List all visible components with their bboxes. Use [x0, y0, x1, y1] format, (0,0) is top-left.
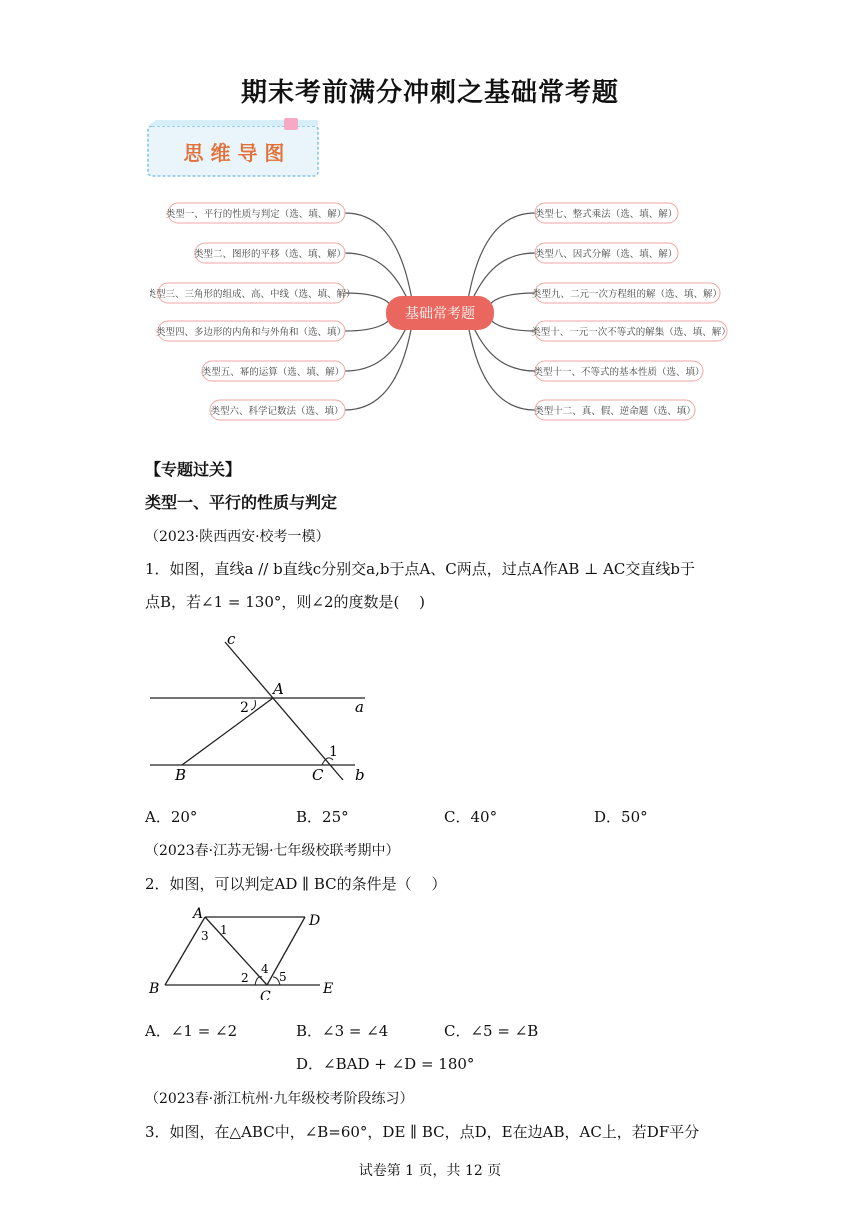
q3-source: （2023春·浙江杭州·九年级校考阶段练习） [145, 1091, 414, 1107]
q1-text-line1: 1．如图，直线a // b直线c分别交a,b于点A、C两点，过点A作AB ⊥ AC交直线b于 [145, 560, 696, 578]
label-1: 1 [329, 744, 338, 760]
mind-map-node: 类型十一、不等式的基本性质（选、填） [533, 367, 705, 378]
mind-map-node: 类型二、图形的平移（选、填、解） [193, 249, 347, 260]
label-D: D [309, 913, 321, 929]
label-E: E [323, 981, 334, 997]
mind-map-badge-label: 思 维 导 图 [183, 141, 285, 165]
q2-option-c[interactable]: C．∠5 = ∠B [444, 1022, 539, 1040]
type1-heading: 类型一、平行的性质与判定 [145, 493, 338, 512]
q1-source: （2023·陕西西安·校考一模） [145, 529, 330, 545]
section-heading: 【专题过关】 [145, 460, 242, 479]
label-A: A [193, 906, 204, 922]
page-title: 期末考前满分冲刺之基础常考题 [240, 78, 619, 108]
q2-text-line1: 2．如图，可以判定AD ∥ BC的条件是（ ） [145, 875, 447, 893]
label-B: B [149, 981, 160, 997]
mind-map-right-nodes [531, 203, 731, 420]
segment-ab [165, 917, 205, 985]
label-C: C [312, 766, 324, 784]
label-C: C [260, 989, 271, 1000]
mind-map-center [386, 296, 494, 330]
q1-option-a[interactable]: A．20° [145, 808, 198, 826]
q1-option-c[interactable]: C．40° [444, 808, 498, 826]
mind-map-node: 类型十、一元一次不等式的解集（选、填、解） [531, 327, 731, 338]
mind-map-badge [146, 118, 326, 184]
mind-map-node: 类型七、整式乘法（选、填、解） [534, 209, 678, 220]
q1-option-d[interactable]: D．50° [594, 808, 648, 826]
mind-map-node: 类型四、多边形的内角和与外角和（选、填） [155, 327, 347, 338]
label-5: 5 [279, 970, 287, 984]
segment-ab [182, 698, 273, 765]
label-c: c [227, 630, 236, 648]
mind-map-node: 类型九、二元一次方程组的解（选、填、解） [531, 289, 723, 300]
q1-figure [145, 630, 385, 789]
label-b: b [355, 766, 365, 784]
label-a: a [355, 698, 364, 716]
label-3: 3 [201, 929, 209, 943]
label-A: A [273, 680, 284, 698]
q2-figure [145, 905, 345, 1004]
q2-option-d[interactable]: D．∠BAD + ∠D = 180° [296, 1055, 475, 1073]
mind-map-node: 类型五、幂的运算（选、填、解） [201, 367, 345, 378]
q2-source: （2023春·江苏无锡·七年级校联考期中） [145, 843, 400, 859]
mind-map-node: 类型八、因式分解（选、填、解） [534, 249, 678, 260]
mind-map-node: 类型六、科学记数法（选、填） [210, 406, 344, 417]
mind-map-center-label: 基础常考题 [405, 306, 475, 322]
page-footer: 试卷第 1 页，共 12 页 [358, 1163, 502, 1179]
q1-text-line2: 点B，若∠1 = 130°，则∠2的度数是( ) [145, 593, 425, 611]
segment-ac [205, 917, 267, 985]
label-B: B [175, 766, 187, 784]
label-2: 2 [241, 971, 249, 985]
q2-option-a[interactable]: A．∠1 = ∠2 [145, 1022, 238, 1040]
mind-map-node: 类型三、三角形的组成、高、中线（选、填、解） [150, 289, 356, 300]
q3-text-line1: 3．如图，在△ABC中，∠B=60°，DE ∥ BC，点D，E在边AB，AC上，若DF平分 [145, 1123, 700, 1141]
q2-option-b[interactable]: B．∠3 = ∠4 [296, 1022, 389, 1040]
mind-map [150, 190, 750, 434]
label-1: 1 [220, 923, 228, 937]
q1-option-b[interactable]: B．25° [296, 808, 349, 826]
angle-2-arc [251, 700, 256, 710]
label-4: 4 [261, 962, 269, 976]
mind-map-node: 类型一、平行的性质与判定（选、填、解） [165, 209, 347, 220]
mind-map-left-nodes [150, 203, 356, 420]
label-2: 2 [240, 700, 249, 716]
mind-map-node: 类型十二、真、假、逆命题（选、填） [534, 406, 696, 417]
